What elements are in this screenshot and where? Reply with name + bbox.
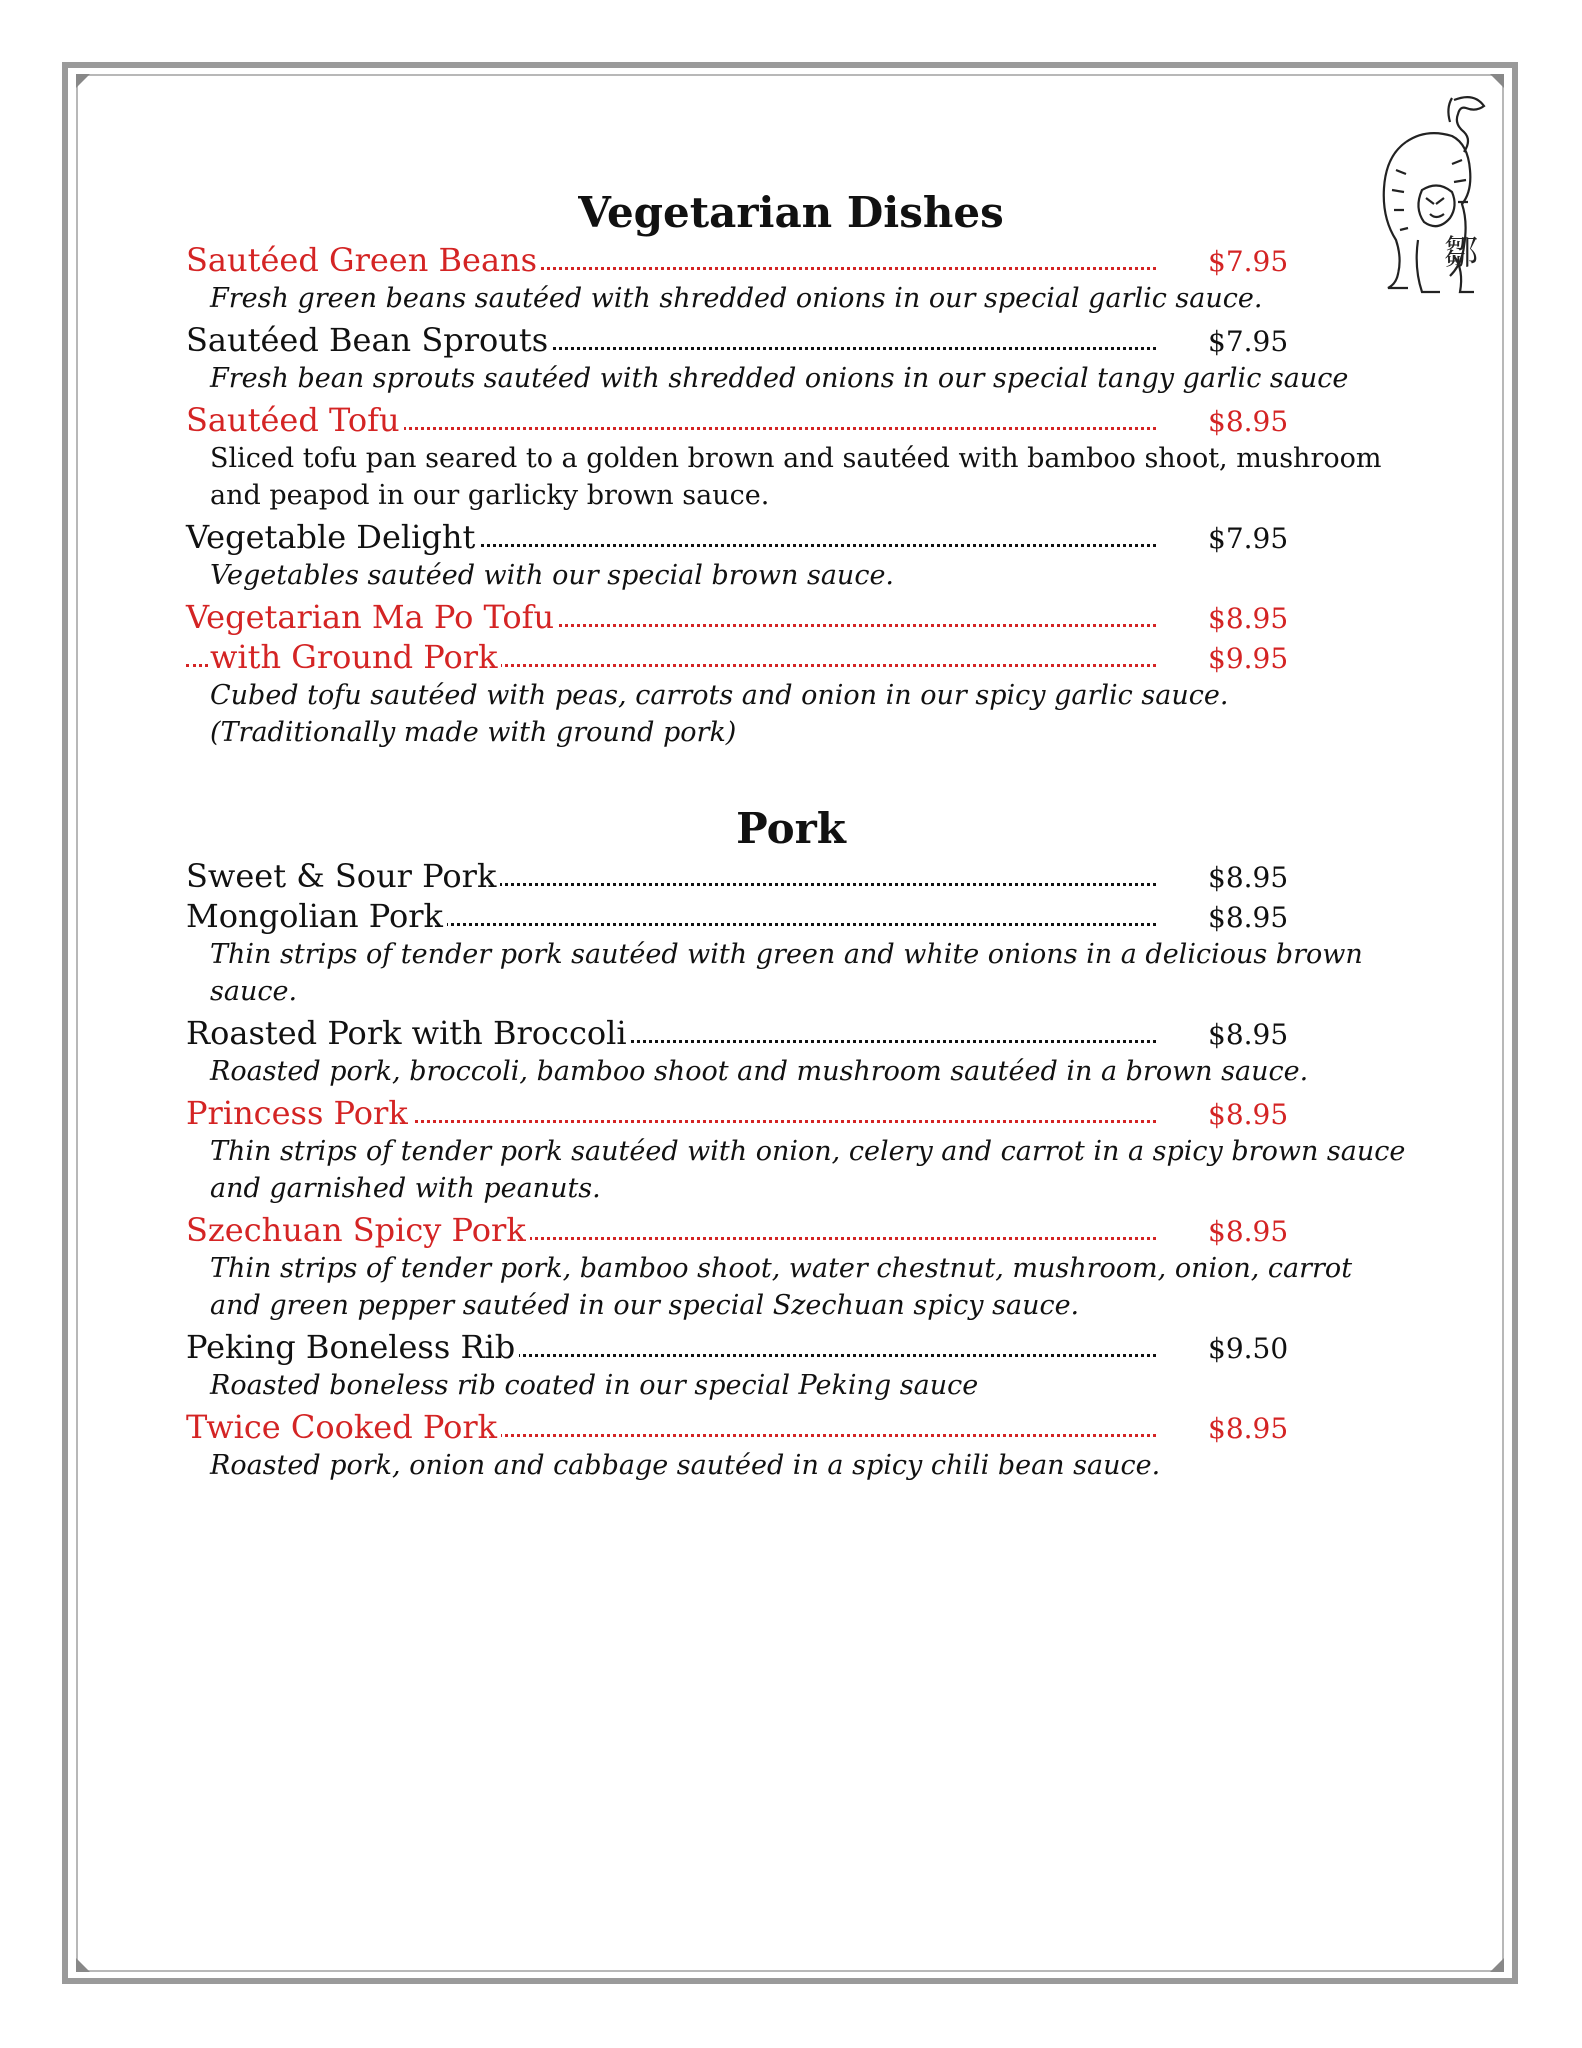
menu-item-row: [186, 400, 1289, 440]
menu-item-price: $8.95: [1208, 1215, 1289, 1248]
menu-item-description: Roasted pork, broccoli, bamboo shoot and mushroom sautéed in a brown sauce.: [210, 1056, 1309, 1087]
menu-item-row: [186, 1093, 1289, 1133]
menu-item-price: $8.95: [1208, 602, 1289, 635]
menu-item-name: Vegetarian Ma Po Tofu: [186, 597, 558, 637]
menu-item-price: $8.95: [1208, 861, 1289, 894]
menu-item-name: Twice Cooked Pork: [186, 1407, 501, 1447]
menu-item-description: Fresh green beans sautéed with shredded onions in our special garlic sauce.: [210, 283, 1263, 314]
menu-item-description: Roasted boneless rib coated in our special Peking sauce: [210, 1370, 979, 1401]
corner-ornament: [76, 1958, 90, 1972]
menu-item-price: $8.95: [1208, 405, 1289, 438]
menu-item-name: with Ground Pork: [210, 637, 501, 677]
corner-ornament: [76, 74, 90, 88]
logo-character: 鄒: [1444, 233, 1478, 273]
menu-item-name: Sweet & Sour Pork: [186, 856, 500, 896]
menu-item-price: $9.95: [1208, 642, 1289, 675]
menu-item-description: Sliced tofu pan seared to a golden brown and sautéed with bamboo shoot, mushroom and peapod in our garlicky brown sauce.: [210, 443, 1382, 511]
menu-item-name: Sautéed Tofu: [186, 400, 404, 440]
section-title-vegetarian: Vegetarian Dishes: [578, 188, 1004, 237]
menu-item-description: Fresh bean sprouts sautéed with shredded onions in our special tangy garlic sauce: [210, 363, 1349, 394]
menu-item-price: $8.95: [1208, 1018, 1289, 1051]
menu-item-row: [186, 1327, 1289, 1367]
menu-item-row: [186, 517, 1289, 557]
menu-item-name: Szechuan Spicy Pork: [186, 1210, 530, 1250]
menu-item-price: $8.95: [1208, 1412, 1289, 1445]
menu-item-description: Thin strips of tender pork sautéed with green and white onions in a delicious brown sauce.: [210, 939, 1363, 1007]
menu-item-description: Thin strips of tender pork sautéed with onion, celery and carrot in a spicy brown sauce and garnished with peanuts.: [210, 1136, 1406, 1204]
corner-ornament: [1490, 1958, 1504, 1972]
menu-item-price: $8.95: [1208, 901, 1289, 934]
menu-item-name: Princess Pork: [186, 1093, 412, 1133]
menu-item-row: [186, 320, 1289, 360]
menu-item-row: [186, 597, 1289, 637]
menu-item-row: [186, 856, 1289, 896]
menu-item-row: [186, 1407, 1289, 1447]
menu-item-description: Roasted pork, onion and cabbage sautéed in a spicy chili bean sauce.: [210, 1450, 1161, 1481]
menu-item-price: $7.95: [1208, 522, 1289, 555]
menu-item-name: Sautéed Bean Sprouts: [186, 320, 552, 360]
menu-item-description: Thin strips of tender pork, bamboo shoot, water chestnut, mushroom, onion, carrot and green pepper sautéed in our special Szechuan spicy sauce.: [210, 1253, 1353, 1321]
menu-item-row: [186, 1210, 1289, 1250]
menu-item-row: [186, 896, 1289, 936]
menu-item-description: Cubed tofu sautéed with peas, carrots and onion in our spicy garlic sauce. (Traditionally made with ground pork): [210, 680, 1229, 748]
menu-item-row: [186, 637, 1289, 677]
menu-item-name: Mongolian Pork: [186, 896, 447, 936]
menu-item-row: [186, 240, 1289, 280]
menu-item-price: $9.50: [1208, 1332, 1289, 1365]
pork-list: [186, 856, 1406, 1484]
menu-item-description: Vegetables sautéed with our special brown sauce.: [210, 560, 895, 591]
menu-item-name: Sautéed Green Beans: [186, 240, 541, 280]
menu-content: [186, 186, 1406, 1487]
menu-item-row: [186, 1013, 1289, 1053]
section-title-pork: Pork: [736, 804, 846, 853]
menu-item-price: $8.95: [1208, 1098, 1289, 1131]
menu-item-name: Roasted Pork with Broccoli: [186, 1013, 631, 1053]
menu-item-price: $7.95: [1208, 325, 1289, 358]
menu-item-price: $7.95: [1208, 245, 1289, 278]
menu-item-name: Vegetable Delight: [186, 517, 479, 557]
vegetarian-list: [186, 240, 1406, 751]
menu-item-name: Peking Boneless Rib: [186, 1327, 519, 1367]
